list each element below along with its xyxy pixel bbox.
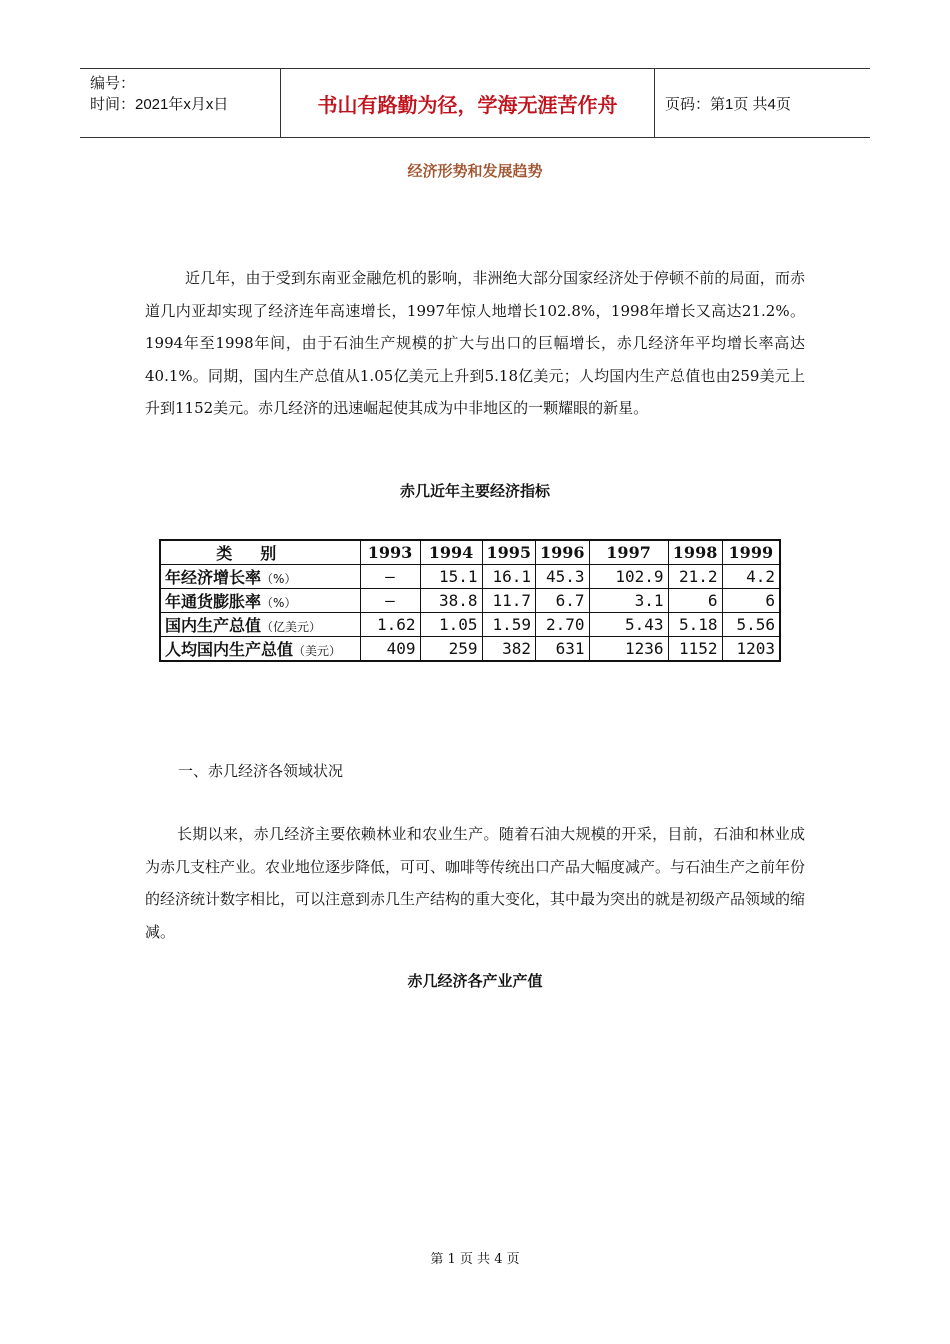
table-cell: 4.2 bbox=[722, 565, 780, 589]
table-cell: 38.8 bbox=[420, 589, 482, 613]
row-label: 年经济增长率（%） bbox=[160, 565, 360, 589]
year-header: 1993 bbox=[360, 540, 420, 565]
header-page-info: 页码：第1页 共4页 bbox=[665, 95, 791, 113]
table-row bbox=[160, 565, 780, 589]
header-motto: 书山有路勤为径，学海无涯苦作舟 bbox=[280, 69, 655, 137]
table-cell: 6 bbox=[668, 589, 722, 613]
table-cell: 2.70 bbox=[536, 613, 590, 637]
table-title: 赤几近年主要经济指标 bbox=[399, 482, 550, 500]
table-cell: 1203 bbox=[722, 637, 780, 662]
table-cell: 15.1 bbox=[420, 565, 482, 589]
table-cell: 11.7 bbox=[482, 589, 536, 613]
row-label: 年通货膨胀率（%） bbox=[160, 589, 360, 613]
row-label: 人均国内生产总值（美元） bbox=[160, 637, 360, 662]
table-row bbox=[160, 613, 780, 637]
table-cell: 631 bbox=[536, 637, 590, 662]
year-header: 1999 bbox=[722, 540, 780, 565]
document-title: 经济形势和发展趋势 bbox=[407, 162, 543, 180]
intro-paragraph: 近几年，由于受到东南亚金融危机的影响，非洲绝大部分国家经济处于停顿不前的局面，而赤道几内亚却实现了经济连年高速增长，1997年惊人地增长102.8%，1998年增长又高达21.2%。1994年至1998年间，由于石油生产规模的扩大与出口的巨幅增长，赤几经济年平均增长率高达40.1%。同期，国内生产总值从1.05亿美元上升到5.18亿美元；人均国内生产总值也由259美元上升到1152美元。赤几经济的迅速崛起使其成为中非地区的一颗耀眼的新星。 bbox=[145, 269, 805, 417]
table-row bbox=[160, 589, 780, 613]
header-meta bbox=[80, 69, 280, 137]
table-cell: 1.59 bbox=[482, 613, 536, 637]
body-paragraph: 长期以来，赤几经济主要依赖林业和农业生产。随着石油大规模的开采，目前，石油和林业成为赤几支柱产业。农业地位逐步降低，可可、咖啡等传统出口产品大幅度减产。与石油生产之前年份的经济统计数字相比，可以注意到赤几生产结构的重大变化，其中最为突出的就是初级产品领域的缩减。 bbox=[145, 825, 806, 941]
table-cell: 259 bbox=[420, 637, 482, 662]
table-cell: 16.1 bbox=[482, 565, 536, 589]
table-cell: — bbox=[360, 589, 420, 613]
page-footer: 第 1 页 共 4 页 bbox=[430, 1252, 520, 1267]
year-header: 1995 bbox=[482, 540, 536, 565]
page-header bbox=[80, 68, 870, 138]
table-cell: 1.05 bbox=[420, 613, 482, 637]
table-cell: 21.2 bbox=[668, 565, 722, 589]
row-label: 国内生产总值（亿美元） bbox=[160, 613, 360, 637]
table-cell: 6 bbox=[722, 589, 780, 613]
year-header: 1997 bbox=[589, 540, 668, 565]
economic-indicators-table bbox=[159, 539, 781, 662]
year-header: 1994 bbox=[420, 540, 482, 565]
table-cell: 45.3 bbox=[536, 565, 590, 589]
table-header-row bbox=[160, 540, 780, 565]
table-cell: 409 bbox=[360, 637, 420, 662]
number-label: 编号： bbox=[90, 75, 136, 92]
table-cell: 1236 bbox=[589, 637, 668, 662]
table-cell: 3.1 bbox=[589, 589, 668, 613]
table-cell: 102.9 bbox=[589, 565, 668, 589]
year-header: 1998 bbox=[668, 540, 722, 565]
table-cell: 5.18 bbox=[668, 613, 722, 637]
section-heading: 一、赤几经济各领域状况 bbox=[178, 762, 344, 780]
table-cell: 1152 bbox=[668, 637, 722, 662]
table-cell: 382 bbox=[482, 637, 536, 662]
section-title: 赤几经济各产业产值 bbox=[407, 972, 543, 990]
time-label: 时间：2021年x月x日 bbox=[90, 96, 229, 113]
table-cell: 1.62 bbox=[360, 613, 420, 637]
year-header: 1996 bbox=[536, 540, 590, 565]
table-cell: 6.7 bbox=[536, 589, 590, 613]
table-row bbox=[160, 637, 780, 662]
table-cell: — bbox=[360, 565, 420, 589]
table-cell: 5.43 bbox=[589, 613, 668, 637]
category-header: 类别 bbox=[160, 540, 360, 565]
table-cell: 5.56 bbox=[722, 613, 780, 637]
